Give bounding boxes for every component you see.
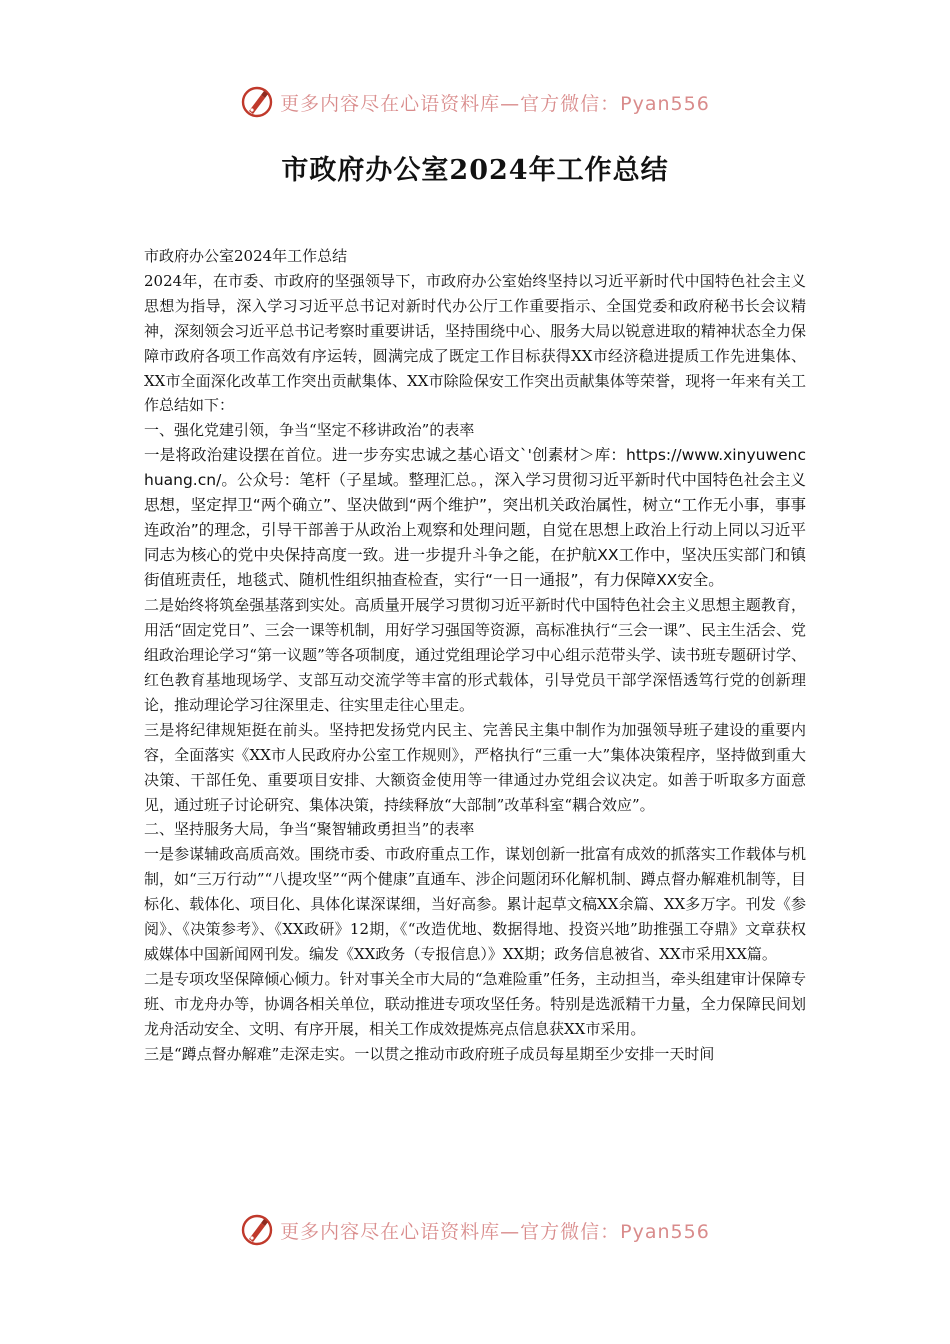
paragraph: 二是专项攻坚保障倾心倾力。针对事关全市大局的“急难险重”任务，主动担当，牵头组建审计保障专班、市龙舟办等，协调各相关单位，联动推进专项攻坚任务。特别是选派精干力量，全力保障民间划龙舟活动安全、文明、有序开展，相关工作成效提炼亮点信息获XX市采用。 [144,969,806,1038]
paragraph: 三是将纪律规矩挺在前头。坚持把发扬党内民主、完善民主集中制作为加强领导班子建设的重要内容，全面落实《XX市人民政府办公室工作规则》，严格执行“三重一大”集体决策程序，坚持做到重大决策、干部任免、重要项目安排、大额资金使用等一律通过办党组会议决定。如善于听取多方面意见，通过班子讨论研究、集体决策，持续释放“大部制”改革科室“耦合效应”。 [144,720,806,814]
paragraph: 2024年，在市委、市政府的坚强领导下，市政府办公室始终坚持以习近平新时代中国特色社会主义思想为指导，深入学习习近平总书记对新时代办公厅工作重要指示、全国党委和政府秘书长会议精神，深刻领会习近平总书记考察时重要讲话，坚持围绕中心、服务大局以锐意进取的精神状态全力保障市政府各项工作高效有序运转，圆满完成了既定工作目标获得XX市经济稳进提质工作先进集体、XX市全面深化改革工作突出贡献集体、XX市除险保安工作突出贡献集体等荣誉，现将一年来有关工作总结如下： [144,271,806,415]
section-heading: 二、坚持服务大局，争当“聚智辅政勇担当”的表率 [144,820,475,839]
paragraph: 市政府办公室2024年工作总结 [144,247,348,265]
paragraph: 一是参谋辅政高质高效。围绕市委、市政府重点工作，谋划创新一批富有成效的抓落实工作载体与机制，如“三万行动”“八提攻坚”“两个健康”直通车、涉企问题闭环化解机制、蹲点督办解难机制等，目标化、载体化、项目化、具体化谋深谋细，当好高参。累计起草文稿XX余篇、XX多万字。刊发《参阅》、《决策参考》、《XX政研》12期，《“改造优地、数据得地、投资兴地”助推强工夺鼎》文章获权威媒体中国新闻网刊发。编发《XX政务（专报信息）》XX期；政务信息被省、XX市采用XX篇。 [144,845,806,963]
banner-text: 更多内容尽在心语资料库—官方微信：Pyan556 [280,1220,710,1243]
pen-nib-logo-icon [240,85,274,119]
page-title: 市政府办公室2024年工作总结 [281,155,669,186]
footer-banner [0,1210,950,1250]
pen-nib-logo-icon [240,1213,274,1247]
section-heading: 一、强化党建引领，争当“坚定不移讲政治”的表率 [144,421,475,440]
paragraph: 二是始终将筑垒强基落到实处。高质量开展学习贯彻习近平新时代中国特色社会主义思想主题教育，用活“固定党日”、三会一课等机制，用好学习强国等资源，高标准执行“三会一课”、民主生活会、党组政治理论学习“第一议题”等各项制度，通过党组理论学习中心组示范带头学、读书班专题研讨学、红色教育基地现场学、支部互动交流学等丰富的形式载体，引导党员干部学深悟透笃行党的创新理论，推动理论学习往深里走、往实里走往心里走。 [144,596,806,714]
document-body [144,244,806,1066]
paragraph: 三是“蹲点督办解难”走深走实。一以贯之推动市政府班子成员每星期至少安排一天时间 [144,1044,715,1063]
banner-text: 更多内容尽在心语资料库—官方微信：Pyan556 [280,92,710,115]
paragraph: 一是将政治建设摆在首位。进一步夯实忠诚之基心语文`'创素材＞库：https://www.xinyuwenchuang.cn/。公众号：笔杆（子星域。整理汇总。，深入学习贯彻习近平新时代中国特色社会主义思想，坚定捍卫“两个确立”、坚决做到“两个维护”，突出机关政治属性，树立“工作无小事，事事连政治”的理念，引导干部善于从政治上观察和处理问题，自觉在思想上政治上行动上同以习近平同志为核心的党中央保持高度一致。进一步提升斗争之能，在护航XX工作中，坚决压实部门和镇街值班责任，地毯式、随机性组织抽查检查，实行“一日一通报”，有力保障XX安全。 [144,446,806,590]
header-banner [0,82,950,122]
